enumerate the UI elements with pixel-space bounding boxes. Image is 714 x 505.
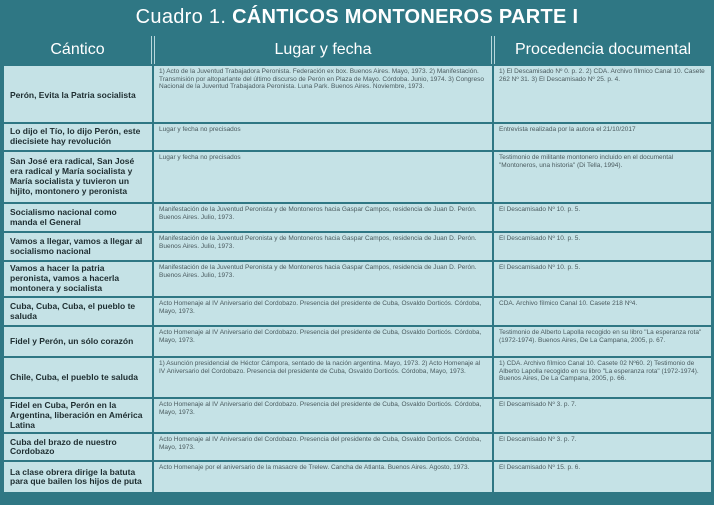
cell-procedencia: Testimonio de Alberto Lapolla recogido en su libro "La esperanza rota" (1972-1974). Buenos Aires, De La Campana, 2005, p. 67.: [494, 327, 711, 356]
table-row: [4, 298, 711, 325]
cell-cantico: Vamos a llegar, vamos a llegar al socialismo nacional: [4, 233, 152, 260]
cell-lugar: Acto Homenaje por el aniversario de la masacre de Trelew. Cancha de Atlanta. Buenos Aires. Agosto, 1973.: [154, 462, 492, 492]
cell-lugar: Manifestación de la Juventud Peronista y de Montoneros hacia Gaspar Campos, residencia de Juan D. Perón. Buenos Aires. Julio, 1973.: [154, 233, 492, 260]
cell-lugar: Lugar y fecha no precisados: [154, 124, 492, 150]
table-row: [4, 204, 711, 231]
table-row: [4, 262, 711, 296]
cell-cantico: Fidel en Cuba, Perón en la Argentina, liberación en América Latina: [4, 399, 152, 432]
header-cantico: Cántico: [4, 36, 152, 64]
cell-procedencia: 1) CDA. Archivo fílmico Canal 10. Casete 02 Nº60. 2) Testimonio de Alberto Lapolla recogido en su libro "La esperanza rota" (1972-1974). Buenos Aires, De La Campana, 2005, p. 66.: [494, 358, 711, 397]
cell-procedencia: Entrevista realizada por la autora el 21/10/2017: [494, 124, 711, 150]
cell-cantico: Vamos a hacer la patria peronista, vamos a hacerla montonera y socialista: [4, 262, 152, 296]
cell-procedencia: El Descamisado Nº 3. p. 7.: [494, 434, 711, 460]
cell-lugar: 1) Asunción presidencial de Héctor Cámpora, sentado de la nación argentina. Mayo, 1973. 2) Acto Homenaje al IV Aniversario del Cordobazo. Presencia del presidente de Cuba, Osvaldo Dorticós. Córdoba, Mayo, 1973.: [154, 358, 492, 397]
cell-cantico: Fidel y Perón, un sólo corazón: [4, 327, 152, 356]
cell-lugar: Acto Homenaje al IV Aniversario del Cordobazo. Presencia del presidente de Cuba, Osvaldo Dorticós. Córdoba, Mayo, 1973.: [154, 298, 492, 325]
header-lugar-fecha: Lugar y fecha: [154, 36, 492, 64]
table-header-row: [4, 36, 711, 64]
cell-cantico: La clase obrera dirige la batuta para que bailen los hijos de puta: [4, 462, 152, 492]
cell-lugar: 1) Acto de la Juventud Trabajadora Peronista. Federación ex box. Buenos Aires. Mayo, 1973. 2) Manifestación. Transmisión por altoparlante del último discurso de Perón en Plaza de Mayo. Córdoba. Junio, 1974. 3) Congreso Nacional de la Juventud Trabajadora Peronista. Luna Park. Buenos Aires. Noviembre, 1973.: [154, 66, 492, 122]
table-row: [4, 327, 711, 356]
cell-cantico: Cuba del brazo de nuestro Cordobazo: [4, 434, 152, 460]
header-procedencia: Procedencia documental: [494, 36, 711, 64]
cell-procedencia: 1) El Descamisado Nº 0. p. 2. 2) CDA. Archivo fílmico Canal 10. Casete 262 Nº 31. 3) El Descamisado Nº 25. p. 4.: [494, 66, 711, 122]
cell-procedencia: CDA. Archivo fílmico Canal 10. Casete 218 Nº4.: [494, 298, 711, 325]
table-row: [4, 358, 711, 397]
cell-lugar: Manifestación de la Juventud Peronista y de Montoneros hacia Gaspar Campos, residencia de Juan D. Perón. Buenos Aires. Julio, 1973.: [154, 262, 492, 296]
cell-cantico: Chile, Cuba, el pueblo te saluda: [4, 358, 152, 397]
cell-lugar: Lugar y fecha no precisados: [154, 152, 492, 202]
table-row: [4, 233, 711, 260]
table-row: [4, 462, 711, 492]
cell-cantico: San José era radical, San José era radical y María socialista y María socialista y tuvieron un hijito, montonero y peronista: [4, 152, 152, 202]
table-row: [4, 152, 711, 202]
cell-procedencia: El Descamisado Nº 3. p. 7.: [494, 399, 711, 432]
cell-lugar: Acto Homenaje al IV Aniversario del Cordobazo. Presencia del presidente de Cuba, Osvaldo Dorticós. Córdoba, Mayo, 1973.: [154, 327, 492, 356]
chants-table: [2, 34, 713, 494]
cell-cantico: Perón, Evita la Patria socialista: [4, 66, 152, 122]
title-main: CÁNTICOS MONTONEROS PARTE I: [232, 6, 579, 28]
table-row: [4, 124, 711, 150]
cell-procedencia: El Descamisado Nº 10. p. 5.: [494, 204, 711, 231]
cell-cantico: Lo dijo el Tío, lo dijo Perón, este diecisiete hay revolución: [4, 124, 152, 150]
cell-procedencia: El Descamisado Nº 10. p. 5.: [494, 262, 711, 296]
cell-lugar: Manifestación de la Juventud Peronista y de Montoneros hacia Gaspar Campos, residencia de Juan D. Perón. Buenos Aires. Julio, 1973.: [154, 204, 492, 231]
table-row: [4, 434, 711, 460]
page-title: [0, 0, 714, 34]
cell-lugar: Acto Homenaje al IV Aniversario del Cordobazo. Presencia del presidente de Cuba, Osvaldo Dorticós. Córdoba, Mayo, 1973.: [154, 399, 492, 432]
table-row: [4, 399, 711, 432]
cell-procedencia: El Descamisado Nº 10. p. 5.: [494, 233, 711, 260]
table-row: [4, 66, 711, 122]
title-prefix: Cuadro 1.: [135, 6, 227, 28]
cell-procedencia: Testimonio de militante montonero incluido en el documental "Montoneros, una historia" (Di Tella, 1994).: [494, 152, 711, 202]
cell-lugar: Acto Homenaje al IV Aniversario del Cordobazo. Presencia del presidente de Cuba, Osvaldo Dorticós. Córdoba, Mayo, 1973.: [154, 434, 492, 460]
cell-procedencia: El Descamisado Nº 15. p. 6.: [494, 462, 711, 492]
cell-cantico: Socialismo nacional como manda el General: [4, 204, 152, 231]
cell-cantico: Cuba, Cuba, Cuba, el pueblo te saluda: [4, 298, 152, 325]
